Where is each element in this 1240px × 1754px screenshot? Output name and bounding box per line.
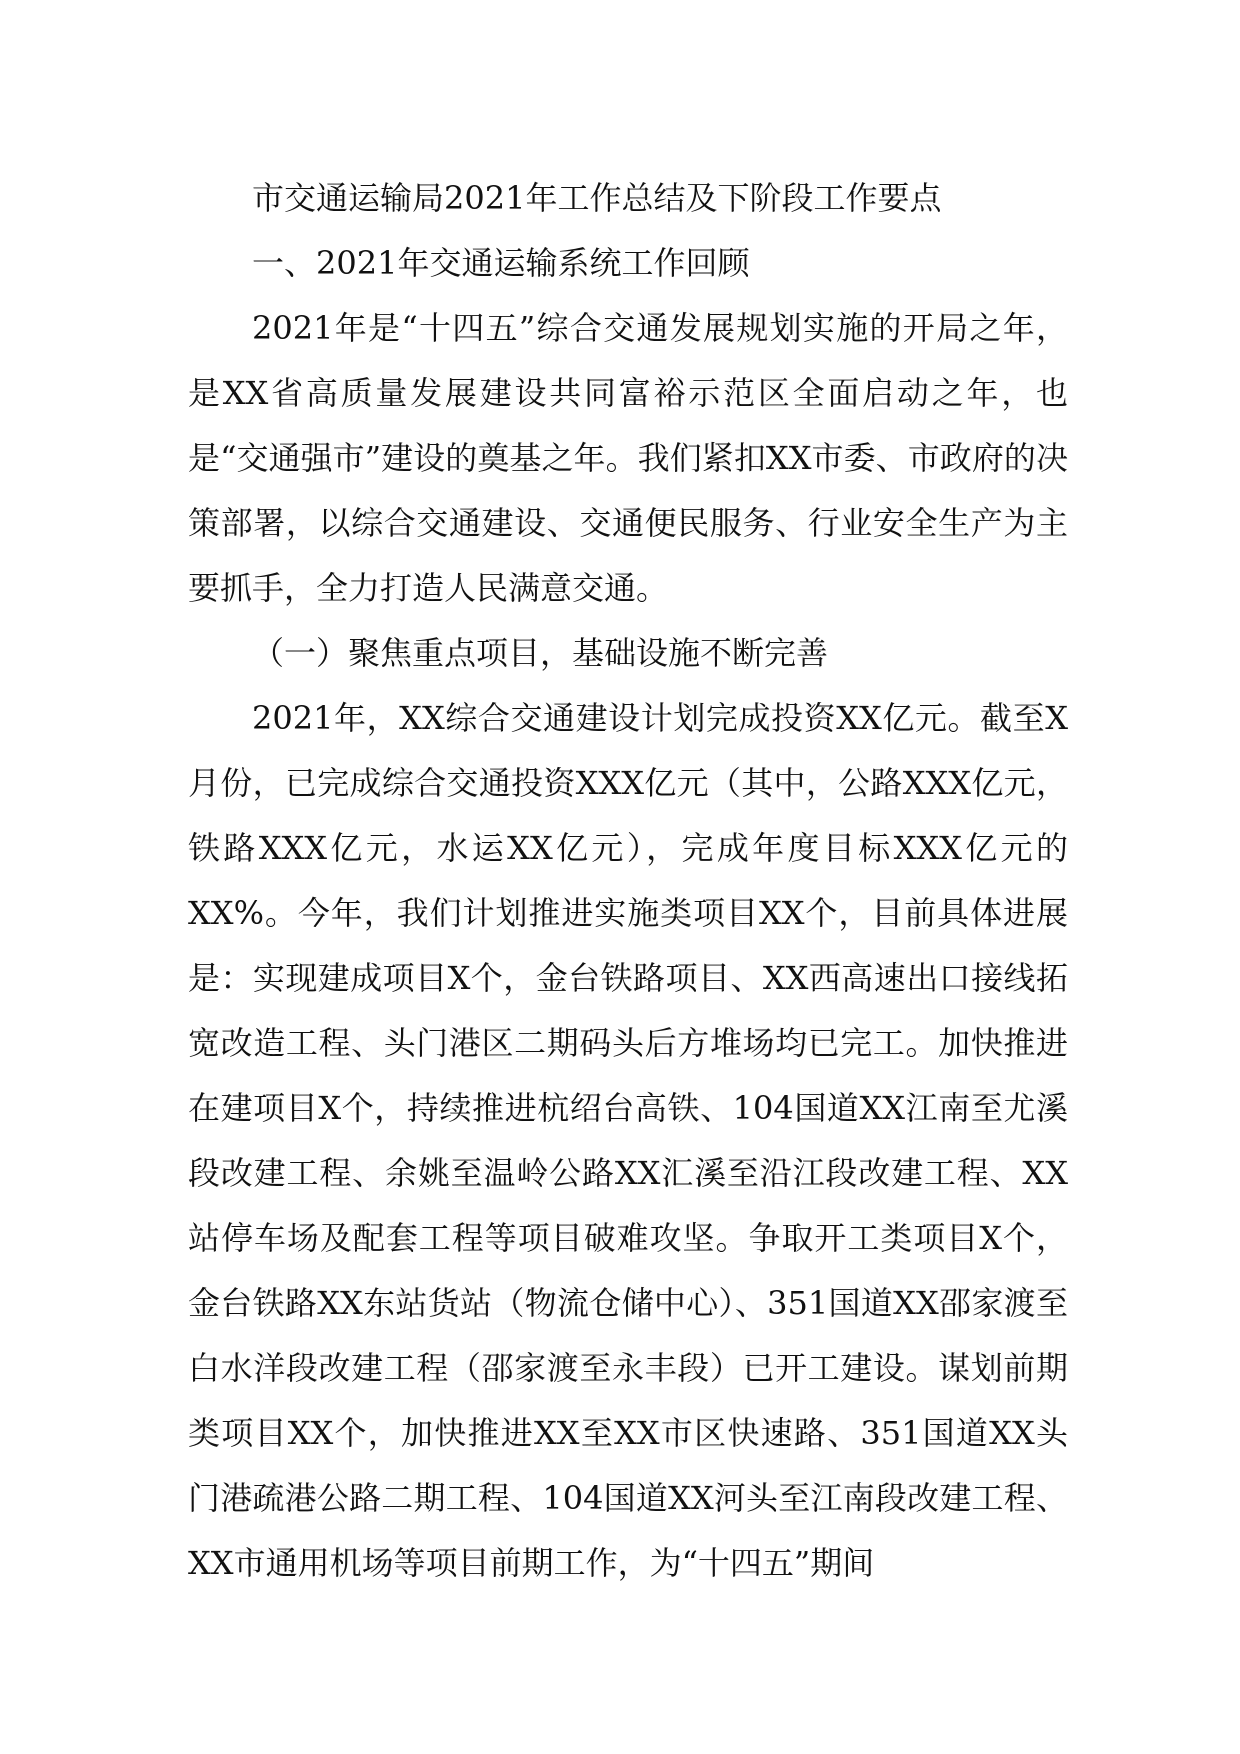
- subsection-heading: （一）聚焦重点项目，基础设施不断完善: [252, 634, 829, 672]
- intro-paragraph: 2021年是“十四五”综合交通发展规划实施的开局之年，是XX省高质量发展建设共同富裕示范区全面启动之年，也是“交通强市”建设的奠基之年。我们紧扣XX市委、市政府的决策部署，以综合交通建设、交通便民服务、行业安全生产为主要抓手，全力打造人民满意交通。: [188, 309, 1068, 607]
- document-title: 市交通运输局2021年工作总结及下阶段工作要点: [252, 179, 942, 217]
- section-heading: 一、2021年交通运输系统工作回顾: [252, 244, 750, 282]
- body-paragraph: 2021年，XX综合交通建设计划完成投资XX亿元。截至X月份，已完成综合交通投资XXX亿元（其中，公路XXX亿元，铁路XXX亿元，水运XX亿元），完成年度目标XXX亿元的XX%。今年，我们计划推进实施类项目XX个，目前具体进展是：实现建成项目X个，金台铁路项目、XX西高速出口接线拓宽改造工程、头门港区二期码头后方堆场均已完工。加快推进在建项目X个，持续推进杭绍台高铁、104国道XX江南至尤溪段改建工程、余姚至温岭公路XX汇溪至沿江段改建工程、XX站停车场及配套工程等项目破难攻坚。争取开工类项目X个，金台铁路XX东站货站（物流仓储中心）、351国道XX邵家渡至白水洋段改建工程（邵家渡至永丰段）已开工建设。谋划前期类项目XX个，加快推进XX至XX市区快速路、351国道XX头门港疏港公路二期工程、104国道XX河头至江南段改建工程、XX市通用机场等项目前期工作，为“十四五”期间: [188, 699, 1068, 1582]
- document-body: [188, 166, 1068, 1596]
